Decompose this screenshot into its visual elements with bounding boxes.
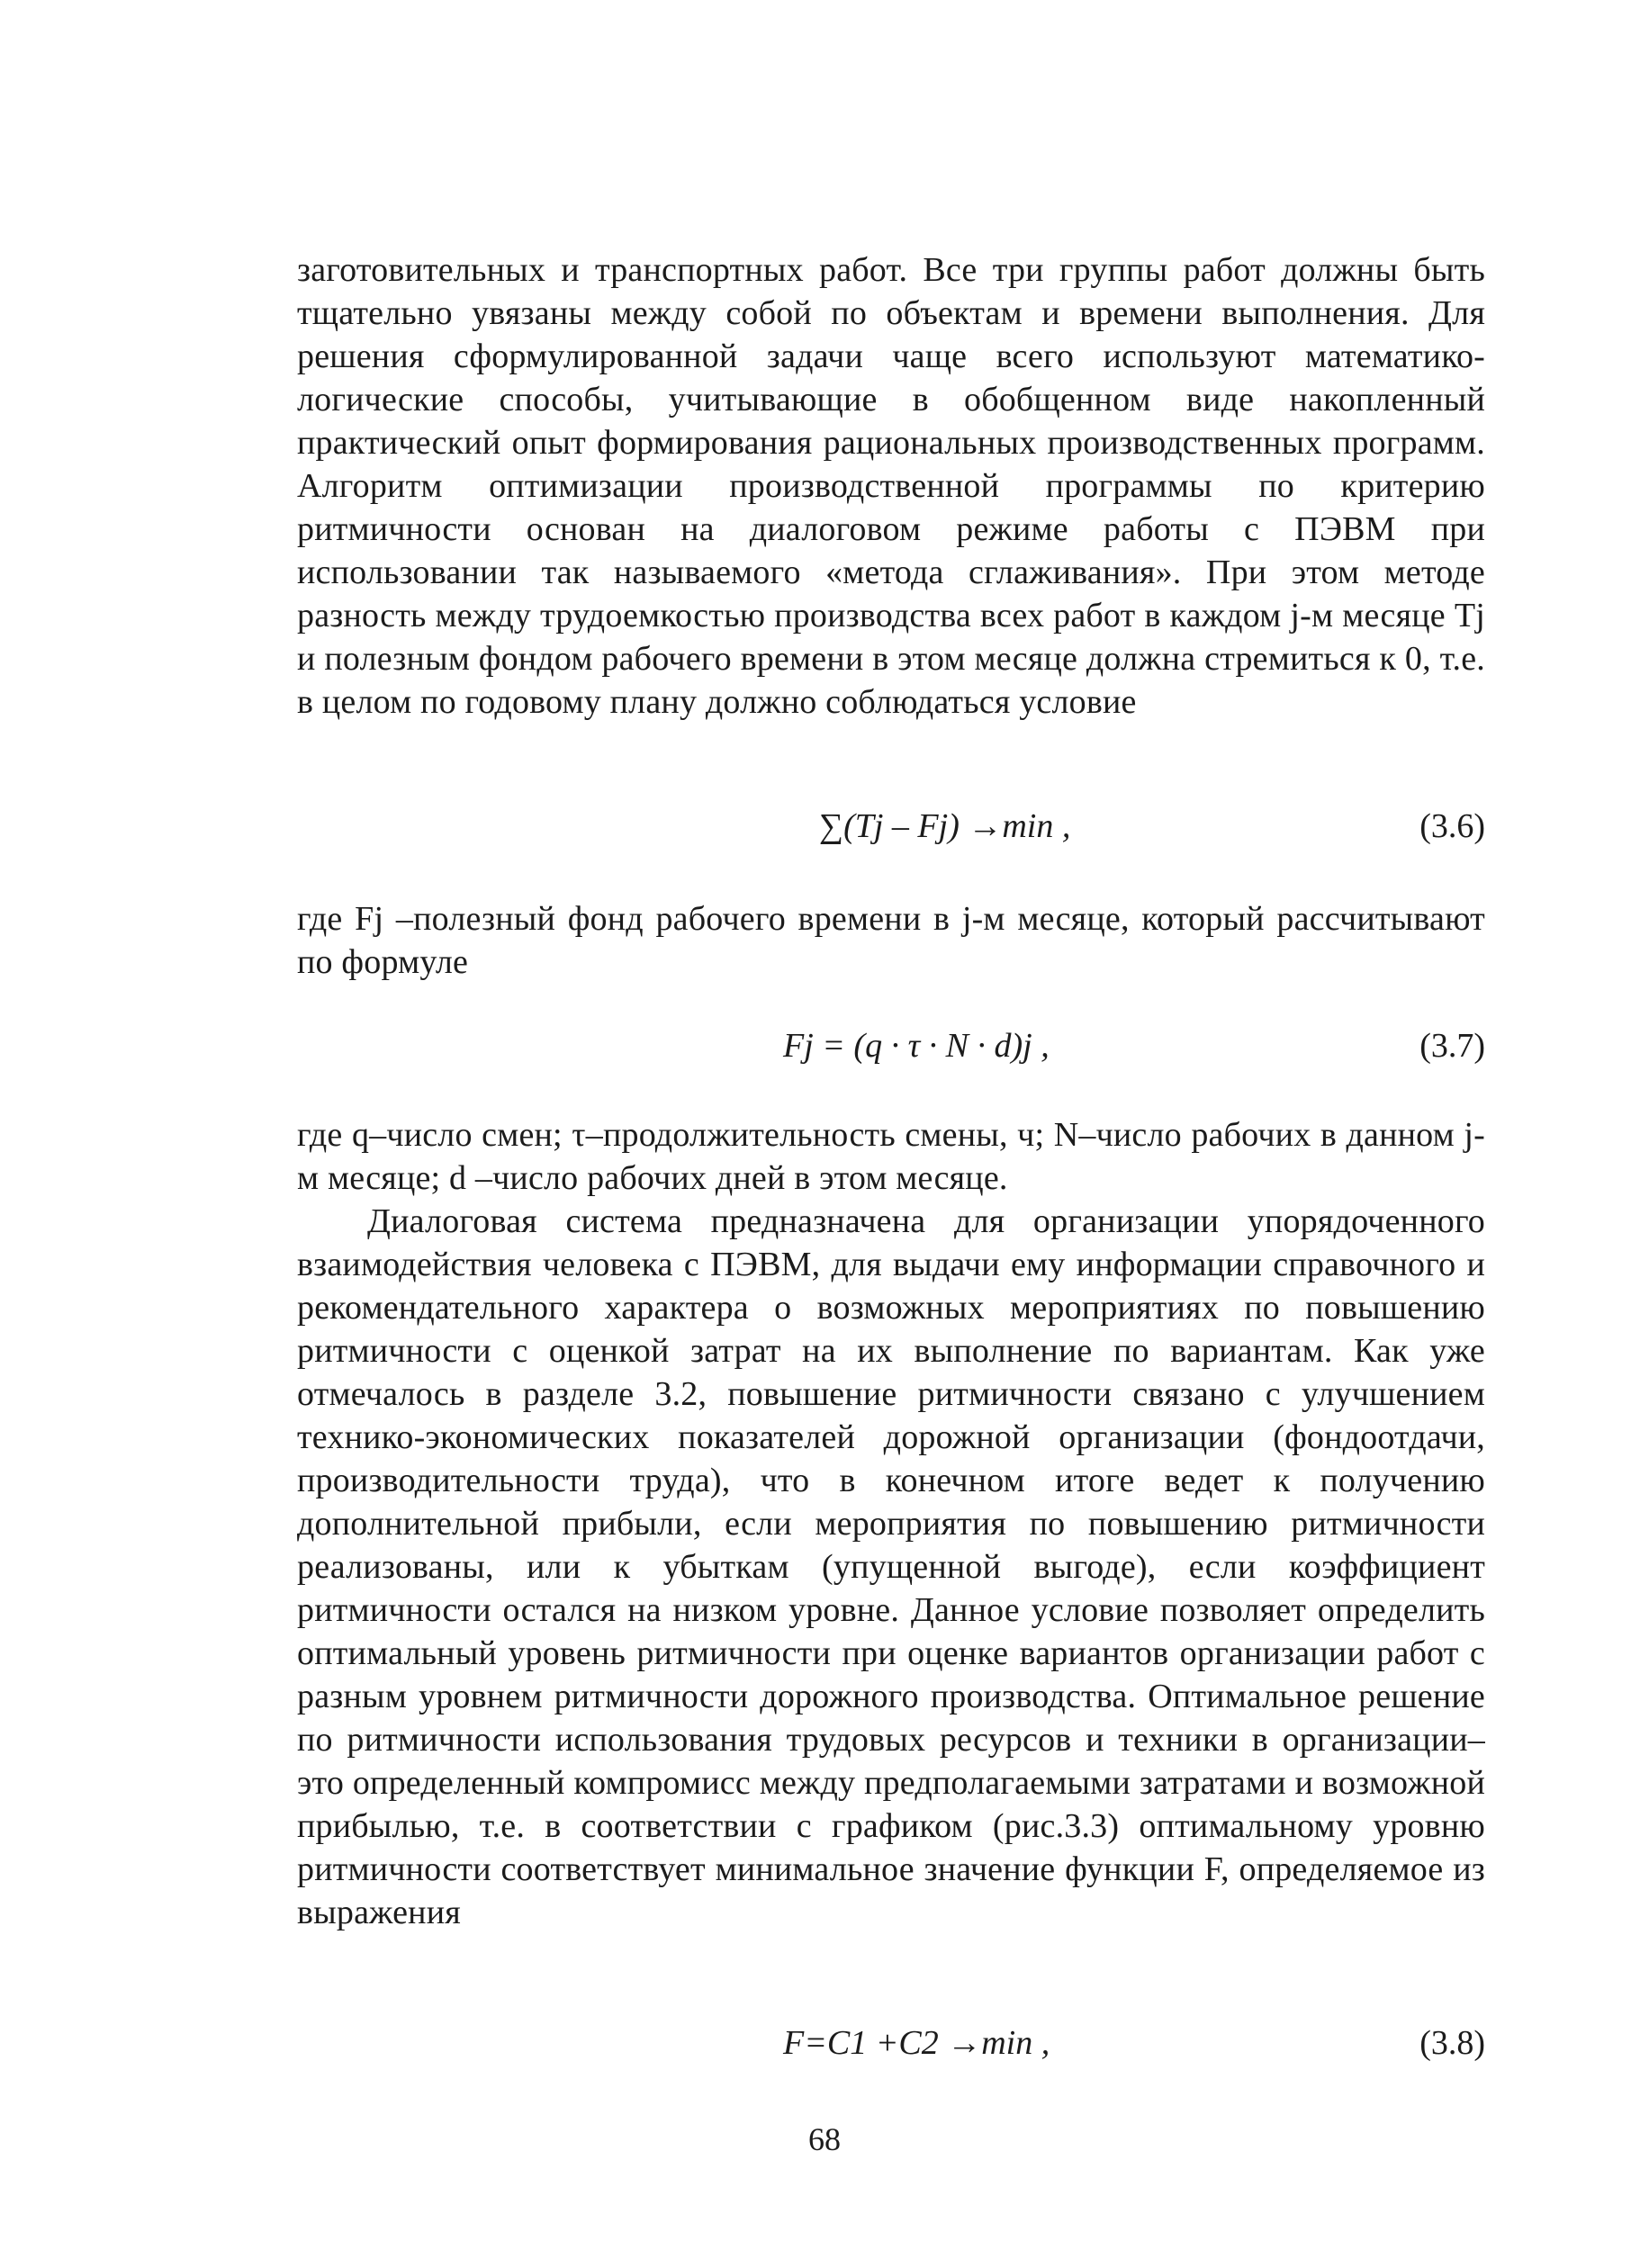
formula-expression: Fj = (q · τ · N · d)j , <box>783 1027 1050 1065</box>
page-number: 68 <box>808 2121 841 2157</box>
formula-number: (3.7) <box>1419 1027 1485 1065</box>
paragraph-intro: заготовительных и транспортных работ. Все три группы работ должны быть тщательно увязаны между собой по объектам и времени выполнения. Для решения сформулированной задачи чаще всего используют математико-логические способы, учитывающие в обобщенном виде накопленный практический опыт формирования рациональных производственных программ. Алгоритм оптимизации производственной программы по критерию ритмичности основан на диалоговом режиме работы с ПЭВМ при использовании так называемого «метода сглаживания». При этом методе разность между трудоемкостью производства всех работ в каждом j-м месяце Tj и полезным фондом рабочего времени в этом месяце должна стремиться к 0, т.е. в целом по годовому плану должно соблюдаться условие <box>297 251 1485 721</box>
formula-3-7 <box>297 1026 1485 1080</box>
formula-3-6 <box>297 806 1485 860</box>
paragraph-where-fj: где Fj –полезный фонд рабочего времени в j-м месяце, который рассчитывают по формуле <box>297 900 1485 981</box>
formula-expression: F=C1 +C2 →min , <box>783 2024 1050 2062</box>
formula-expression: ∑(Tj – Fj) →min , <box>819 807 1071 845</box>
paragraph-where-q: где q–число смен; τ–продолжительность смены, ч; N–число рабочих в данном j-м месяце; d –число рабочих дней в этом месяце. <box>297 1116 1485 1197</box>
formula-number: (3.6) <box>1419 807 1485 845</box>
formula-number: (3.8) <box>1419 2024 1485 2062</box>
formula-3-8 <box>297 2023 1485 2077</box>
paragraph-dialog-system: Диалоговая система предназначена для организации упорядоченного взаимодействия человека с ПЭВМ, для выдачи ему информации справочного и рекомендательного характера о возможных мероприятиях по повышению ритмичности с оценкой затрат на их выполнение по вариантам. Как уже отмечалось в разделе 3.2, повышение ритмичности связано с улучшением технико-экономических показателей дорожной организации (фондоотдачи, производительности труда), что в конечном итоге ведет к получению дополнительной прибыли, если мероприятия по повышению ритмичности реализованы, или к убыткам (упущенной выгоде), если коэффициент ритмичности остался на низком уровне. Данное условие позволяет определить оптимальный уровень ритмичности при оценке вариантов организации работ с разным уровнем ритмичности дорожного производства. Оптимальное решение по ритмичности использования трудовых ресурсов и техники в организации–это определенный компромисс между предполагаемыми затратами и возможной прибылью, т.е. в соответствии с графиком (рис.3.3) оптимальному уровню ритмичности соответствует минимальное значение функции F, определяемое из выражения <box>297 1202 1485 1931</box>
